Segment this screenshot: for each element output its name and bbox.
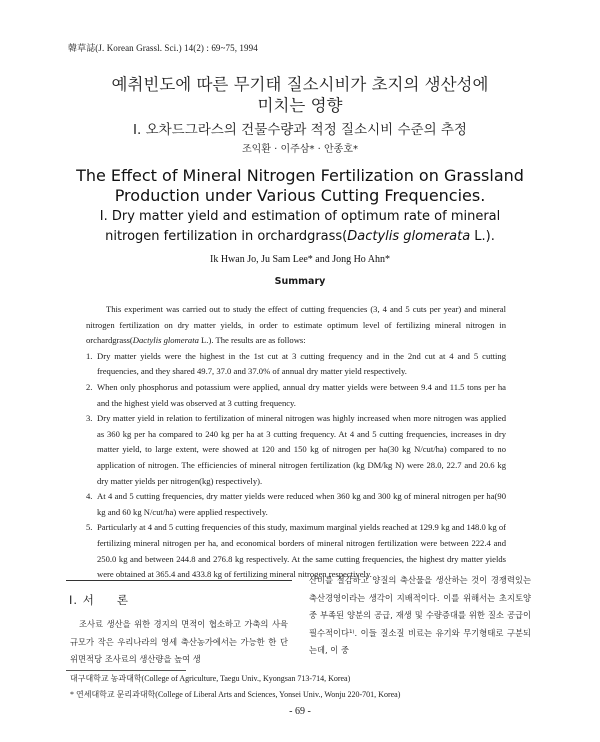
english-subtitle-post: L.). — [470, 229, 495, 244]
summary-intro — [86, 302, 506, 349]
introduction-heading — [69, 592, 129, 608]
introduction-heading-word: 론 — [116, 593, 129, 607]
summary-heading: Summary — [274, 276, 326, 287]
introduction-heading-number: Ⅰ. 서 — [69, 593, 95, 607]
summary-item-text: At 4 and 5 cutting frequencies, dry matter yields were reduced when 360 kg and 300 kg of mineral nitrogen per ha(90 kg and 60 kg N/cut/ha) were applied respectively. — [97, 491, 506, 517]
summary-results-list — [86, 349, 506, 583]
introduction-left-paragraph: 조사료 생산을 위한 경지의 면적이 협소하고 가축의 사육규모가 작은 우리나라의 영세 축산농가에서는 가능한 한 단위면적당 조사료의 생산량을 높여 생 — [70, 619, 288, 664]
korean-title-line1: 예취빈도에 따른 무기태 질소시비가 초지의 생산성에 — [111, 75, 489, 94]
page-number: - 69 - — [289, 706, 311, 717]
summary-intro-text: This experiment was carried out to study the effect of cutting frequencies (3, 4 and 5 cuts per year) and mineral nitrogen fertilization on dry matter yields, in order to estimate optimum level of fertilizing mineral nitrogen in orchardgrass( — [86, 304, 506, 346]
summary-item — [86, 349, 506, 380]
introduction-right-column — [309, 572, 531, 660]
summary-item-number: 4. — [86, 491, 93, 502]
summary-item-number: 3. — [86, 413, 93, 424]
footnote-divider — [66, 670, 186, 671]
footnote-affiliation-2: * 연세대학교 문리과대학(College of Liberal Arts and Sciences, Yonsei Univ., Wonju 220-701, Korea) — [70, 690, 401, 699]
summary-item — [86, 411, 506, 489]
korean-subtitle: Ⅰ. 오차드그라스의 건물수량과 적정 질소시비 수준의 추정 — [133, 122, 467, 138]
section-divider — [66, 580, 292, 581]
introduction-left-column — [70, 616, 288, 669]
english-subtitle-pre: nitrogen fertilization in orchardgrass( — [105, 229, 348, 244]
summary-item-number: 2. — [86, 381, 93, 392]
english-subtitle-line1: Ⅰ. Dry matter yield and estimation of optimum rate of mineral — [99, 209, 501, 224]
summary-intro-end: L.). The results are as follows: — [198, 335, 306, 346]
english-authors: Ik Hwan Jo, Ju Sam Lee* and Jong Ho Ahn* — [210, 254, 390, 265]
summary-body — [86, 302, 506, 583]
summary-item-text: Particularly at 4 and 5 cutting frequencies of this study, maximum marginal yields reached at 129.9 kg and 148.0 kg of fertilizing mineral nitrogen per ha, and economical borders of mineral nitrogen fertilization were between 222.4 and 250.0 kg and between 244.8 and 276.8 kg respectively. At the same cutting frequencies, the highest dry matter yields were obtained at 365.4 and 433.8 kg of fertilizing mineral nitrogen respectively. — [97, 522, 506, 580]
summary-item-number: 5. — [86, 522, 93, 533]
species-name: Dactylis glomerata — [347, 229, 471, 244]
summary-item — [86, 380, 506, 411]
english-title-line2: Production under Various Cutting Frequencies. — [114, 186, 486, 205]
summary-item-number: 1. — [86, 350, 93, 361]
footnote-affiliation-1: 대구대학교 농과대학(College of Agriculture, Taegu Univ., Kyongsan 713-714, Korea) — [70, 674, 351, 683]
korean-authors: 조익환 · 이주삼* · 안종호* — [241, 144, 358, 155]
journal-reference: 韓草誌(J. Korean Grassl. Sci.) 14(2) : 69~75, 1994 — [68, 43, 258, 53]
introduction-right-paragraph: 산비를 절감하고 양질의 축산물을 생산하는 것이 경쟁력있는 축산경영이라는 생각이 지배적이다. 이를 위해서는 초지토양 중 부족된 양분의 공급, 재생 및 수량증대를 위한 질소 공급이 필수적이다¹⁾. 이들 질소질 비료는 유기와 무기형태로 구분되는데, 이 중 — [309, 575, 531, 655]
summary-item-text: When only phosphorus and potassium were applied, annual dry matter yields were between 9.4 and 11.5 tons per ha and the highest yield was observed at 3 cutting frequency. — [97, 381, 506, 408]
summary-item — [86, 489, 506, 520]
korean-title-line2: 미치는 영향 — [257, 96, 343, 115]
english-subtitle-line2 — [0, 229, 600, 244]
summary-item-text: Dry matter yields were the highest in the 1st cut at 3 cutting frequency and in the 2nd cut at 4 and 5 cutting frequencies, and they shared 49.7, 37.0 and 37.0% of annual dry matter yield respectively. — [97, 350, 506, 377]
english-title-line1: The Effect of Mineral Nitrogen Fertilization on Grassland — [76, 166, 524, 185]
summary-species-name: Dactylis glomerata — [132, 335, 199, 346]
summary-item-text: Dry matter yield in relation to fertilization of mineral nitrogen was highly increased when more nitrogen was applied as 360 kg per ha compared to 240 kg per ha at 3 cutting frequency. At 4 and 5 cutting frequencies, increases in dry matter yield, to large extent, were showed at 120 and 150 kg of nitrogen per ha(30 kg N/cut/ha) compared to no application of nitrogen. The efficiencies of mineral nitrogen fertilization (kg DM/kg N) were 28.0, 22.7 and 20.6 kg dry matter yields per nitrogen(kg) respectively). — [97, 413, 506, 486]
